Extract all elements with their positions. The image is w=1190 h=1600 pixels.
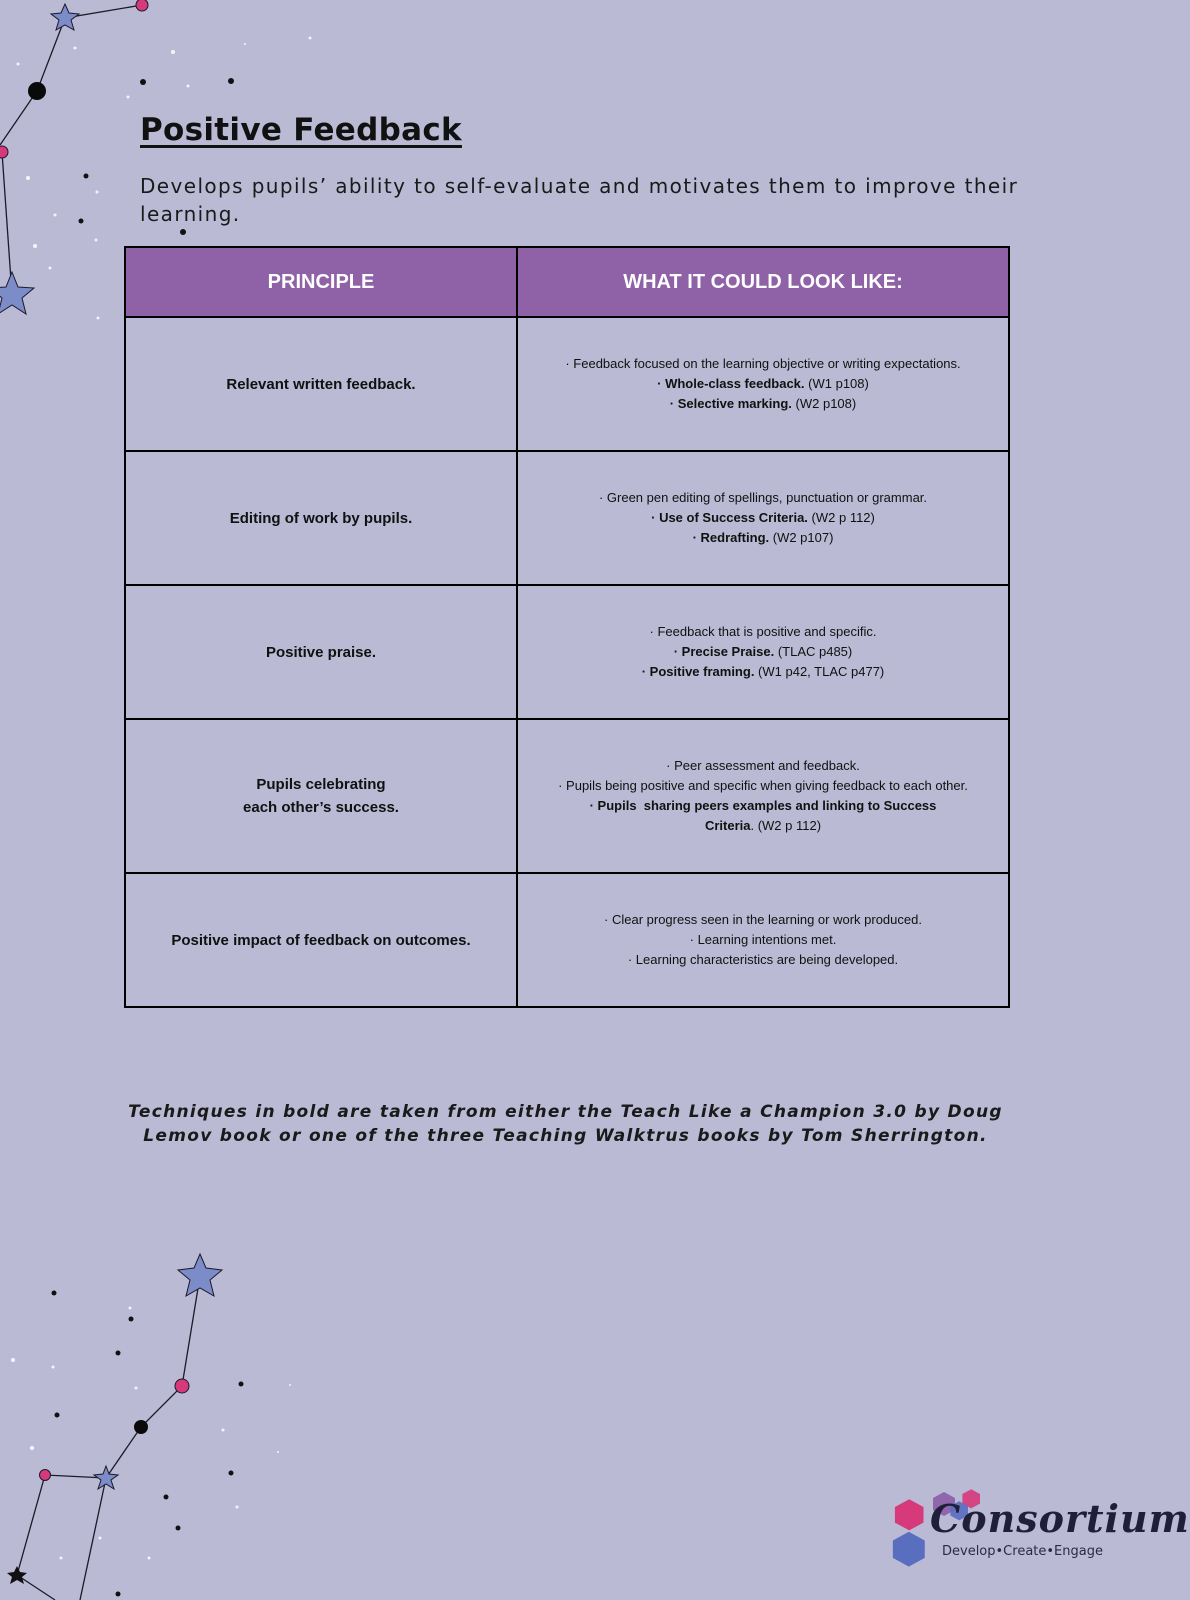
star-icon xyxy=(178,1254,222,1296)
examples-cell xyxy=(517,451,1009,585)
example-text: (TLAC p485) xyxy=(774,644,853,659)
black-dot-icon xyxy=(134,1420,148,1434)
example-text: · Clear progress seen in the learning or work produced. xyxy=(604,912,922,927)
header-what-it-could-look-like: WHAT IT COULD LOOK LIKE: xyxy=(517,247,1009,317)
example-line xyxy=(534,756,992,776)
table-row xyxy=(125,451,1009,585)
example-text: (W2 p107) xyxy=(769,530,834,545)
table-header-row xyxy=(125,247,1009,317)
example-line xyxy=(534,662,992,682)
examples-cell xyxy=(517,317,1009,451)
example-text: · Feedback focused on the learning objective or writing expectations. xyxy=(565,356,961,371)
example-bold: · Positive framing. xyxy=(641,664,755,679)
page-title: Positive Feedback xyxy=(140,112,462,148)
table-row xyxy=(125,719,1009,873)
star-icon xyxy=(51,4,79,30)
example-text: · Feedback that is positive and specific. xyxy=(649,624,877,639)
header-principle: PRINCIPLE xyxy=(125,247,517,317)
example-bold: · Selective marking. xyxy=(669,396,792,411)
example-bold: · Precise Praise. xyxy=(673,644,775,659)
example-line xyxy=(534,508,992,528)
consortium-logo xyxy=(888,1488,1190,1584)
table-row xyxy=(125,585,1009,719)
example-bold: · Whole-class feedback. xyxy=(657,376,805,391)
star-icon xyxy=(7,1566,27,1584)
example-line xyxy=(534,374,992,394)
example-text: (W1 p42, TLAC p477) xyxy=(754,664,885,679)
black-dot-icon xyxy=(28,82,46,100)
principle-cell: Pupils celebrating each other’s success. xyxy=(125,719,517,873)
example-line xyxy=(534,622,992,642)
logo-tagline: Develop•Create•Engage xyxy=(942,1544,1103,1559)
principle-cell: Positive praise. xyxy=(125,585,517,719)
example-text: (W1 p108) xyxy=(804,376,869,391)
footnote-line: Techniques in bold are taken from either the Teach Like a Champion 3.0 by Doug xyxy=(128,1102,1003,1122)
example-line xyxy=(534,394,992,414)
pink-dot-icon xyxy=(136,0,148,11)
example-line xyxy=(534,528,992,548)
star-icon xyxy=(0,272,34,314)
example-line xyxy=(534,816,992,836)
pink-dot-icon xyxy=(0,146,8,158)
example-text: (W2 p108) xyxy=(791,396,857,411)
example-text: (W2 p 112) xyxy=(807,510,875,525)
example-bold: Criteria xyxy=(704,818,751,833)
example-line xyxy=(534,776,992,796)
example-text: · Learning intentions met. xyxy=(689,932,837,947)
example-line xyxy=(534,910,992,930)
pink-dot-icon xyxy=(175,1379,189,1393)
example-line xyxy=(534,796,992,816)
page-subtitle: Develops pupils’ ability to self-evaluate and motivates them to improve their learning. xyxy=(140,174,1019,226)
feedback-table xyxy=(124,246,1010,1008)
example-line xyxy=(534,354,992,374)
star-icon xyxy=(94,1466,118,1489)
example-text: . (W2 p 112) xyxy=(750,818,822,833)
example-bold: · Pupils sharing peers examples and linking to Success xyxy=(589,798,937,813)
examples-cell xyxy=(517,719,1009,873)
logo-name: Consortium xyxy=(930,1496,1190,1541)
principle-cell: Editing of work by pupils. xyxy=(125,451,517,585)
examples-cell xyxy=(517,873,1009,1007)
example-line xyxy=(534,488,992,508)
example-line xyxy=(534,950,992,970)
principle-cell: Relevant written feedback. xyxy=(125,317,517,451)
example-text: · Pupils being positive and specific when giving feedback to each other. xyxy=(558,778,968,793)
table-row xyxy=(125,873,1009,1007)
constellation-bottom-left xyxy=(0,1200,320,1600)
footnote xyxy=(0,1100,1131,1148)
example-text: · Learning characteristics are being developed. xyxy=(627,952,899,967)
example-text: · Green pen editing of spellings, punctuation or grammar. xyxy=(598,490,928,505)
examples-cell xyxy=(517,585,1009,719)
pink-dot-icon xyxy=(40,1470,51,1481)
example-line xyxy=(534,642,992,662)
example-line xyxy=(534,930,992,950)
example-bold: · Use of Success Criteria. xyxy=(651,510,808,525)
footnote-line: Lemov book or one of the three Teaching Walktrus books by Tom Sherrington. xyxy=(143,1126,988,1146)
example-bold: · Redrafting. xyxy=(692,530,770,545)
example-text: · Peer assessment and feedback. xyxy=(666,758,860,773)
table-row xyxy=(125,317,1009,451)
principle-cell: Positive impact of feedback on outcomes. xyxy=(125,873,517,1007)
